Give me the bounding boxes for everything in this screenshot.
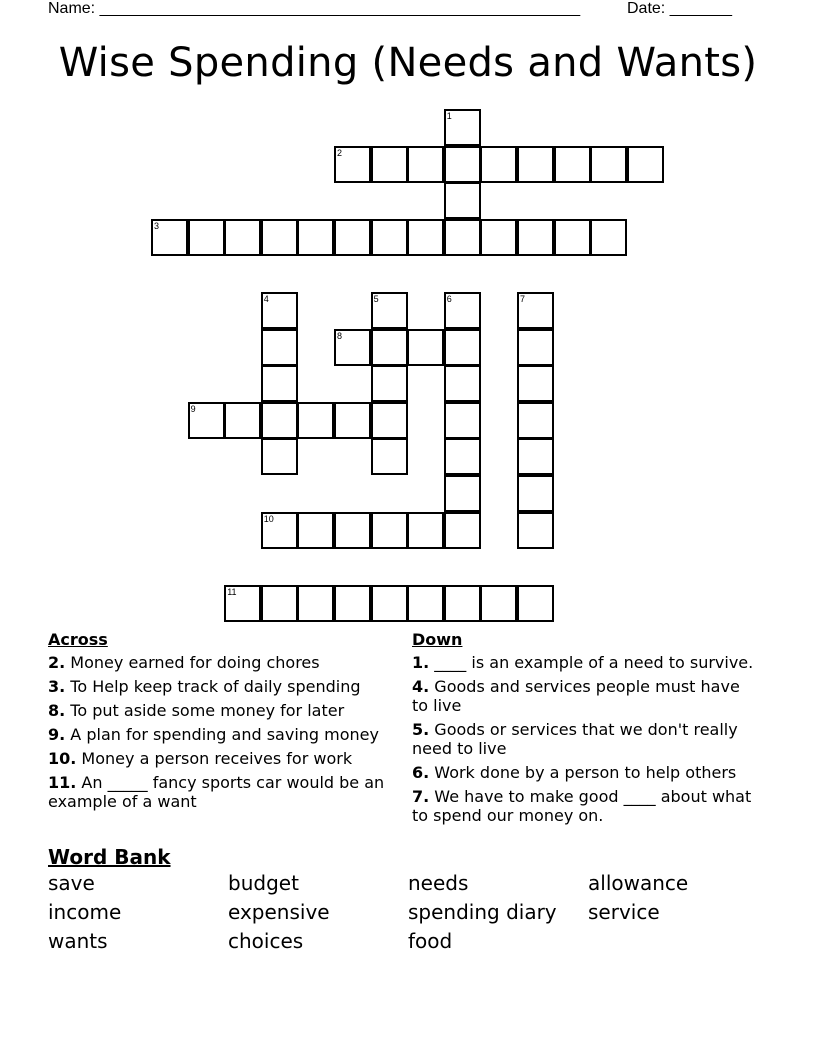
clue-number: 3 bbox=[154, 220, 160, 231]
crossword-cell[interactable] bbox=[371, 146, 408, 183]
crossword-cell[interactable] bbox=[554, 146, 591, 183]
clue-text: To put aside some money for later bbox=[65, 701, 345, 720]
crossword-cell[interactable] bbox=[517, 585, 554, 622]
crossword-cell[interactable] bbox=[444, 182, 481, 219]
crossword-cell[interactable] bbox=[590, 219, 627, 256]
clue-number: 11. bbox=[48, 773, 77, 792]
word-bank-item: wants bbox=[48, 929, 108, 953]
clue-number: 6 bbox=[446, 294, 452, 304]
crossword-cell[interactable] bbox=[407, 146, 444, 183]
crossword-cell[interactable] bbox=[517, 475, 554, 512]
crossword-cell[interactable] bbox=[371, 402, 408, 439]
crossword-cell[interactable] bbox=[371, 292, 408, 329]
clue-text: A plan for spending and saving money bbox=[65, 725, 379, 744]
down-clue bbox=[412, 787, 757, 825]
crossword-cell[interactable] bbox=[444, 365, 481, 402]
across-heading: Across bbox=[48, 630, 108, 649]
clue-number: 5. bbox=[412, 720, 430, 739]
crossword-cell[interactable] bbox=[407, 219, 444, 256]
crossword-cell[interactable] bbox=[444, 585, 481, 622]
crossword-cell[interactable] bbox=[627, 146, 664, 183]
across-clue bbox=[48, 677, 393, 696]
crossword-cell[interactable] bbox=[261, 438, 298, 475]
clue-text: Goods or services that we don't really need to live bbox=[412, 720, 738, 758]
crossword-cell[interactable] bbox=[334, 585, 371, 622]
clue-number: 8 bbox=[337, 330, 343, 341]
crossword-cell[interactable] bbox=[407, 329, 444, 366]
page-title: Wise Spending (Needs and Wants) bbox=[58, 40, 758, 86]
clue-number: 10 bbox=[263, 513, 274, 524]
crossword-cell[interactable] bbox=[188, 219, 225, 256]
word-bank-item: choices bbox=[228, 929, 304, 953]
crossword-cell[interactable] bbox=[444, 219, 481, 256]
crossword-cell[interactable] bbox=[517, 219, 554, 256]
crossword-cell[interactable] bbox=[261, 512, 298, 549]
crossword-cell[interactable] bbox=[261, 402, 298, 439]
crossword-cell[interactable] bbox=[371, 365, 408, 402]
clue-number: 1. bbox=[412, 653, 430, 672]
across-clue bbox=[48, 749, 393, 768]
clue-number: 9 bbox=[190, 403, 196, 414]
crossword-cell[interactable] bbox=[261, 365, 298, 402]
crossword-cell[interactable] bbox=[334, 219, 371, 256]
clue-text: An _____ fancy sports car would be an example of a want bbox=[48, 773, 385, 811]
clue-number: 2 bbox=[337, 147, 343, 158]
crossword-cell[interactable] bbox=[224, 585, 261, 622]
across-clue bbox=[48, 653, 393, 672]
clue-text: To Help keep track of daily spending bbox=[65, 677, 361, 696]
crossword-cell[interactable] bbox=[554, 219, 591, 256]
name-field-label: Name: ______________________________________________________ bbox=[48, 0, 581, 17]
crossword-cell[interactable] bbox=[334, 146, 371, 183]
crossword-cell[interactable] bbox=[517, 329, 554, 366]
down-clues bbox=[412, 630, 757, 830]
clue-number: 6. bbox=[412, 763, 430, 782]
clue-text: Money earned for doing chores bbox=[65, 653, 320, 672]
word-bank-item: budget bbox=[228, 871, 299, 895]
crossword-cell[interactable] bbox=[224, 402, 261, 439]
crossword-cell[interactable] bbox=[444, 438, 481, 475]
clue-number: 7 bbox=[520, 294, 526, 304]
crossword-cell[interactable] bbox=[444, 329, 481, 366]
clue-text: We have to make good ____ about what to spend our money on. bbox=[412, 787, 752, 825]
word-bank-item: service bbox=[588, 900, 660, 924]
down-clue bbox=[412, 763, 757, 782]
crossword-cell[interactable] bbox=[334, 329, 371, 366]
crossword-cell[interactable] bbox=[444, 292, 481, 329]
crossword-cell[interactable] bbox=[371, 438, 408, 475]
word-bank-item: expensive bbox=[228, 900, 330, 924]
crossword-cell[interactable] bbox=[224, 219, 261, 256]
crossword-cell[interactable] bbox=[261, 292, 298, 329]
down-clue bbox=[412, 677, 757, 715]
crossword-cell[interactable] bbox=[334, 512, 371, 549]
crossword-cell[interactable] bbox=[444, 402, 481, 439]
crossword-cell[interactable] bbox=[297, 219, 334, 256]
crossword-cell[interactable] bbox=[188, 402, 225, 439]
crossword-cell[interactable] bbox=[334, 402, 371, 439]
word-bank-item: needs bbox=[408, 871, 469, 895]
crossword-cell[interactable] bbox=[371, 585, 408, 622]
crossword-cell[interactable] bbox=[480, 585, 517, 622]
down-clue bbox=[412, 653, 757, 672]
crossword-cell[interactable] bbox=[371, 512, 408, 549]
clue-number: 4 bbox=[263, 294, 269, 304]
crossword-cell[interactable] bbox=[480, 219, 517, 256]
word-bank-heading: Word Bank bbox=[48, 845, 171, 869]
clue-text: ____ is an example of a need to survive. bbox=[429, 653, 754, 672]
crossword-cell[interactable] bbox=[517, 512, 554, 549]
crossword-cell[interactable] bbox=[444, 512, 481, 549]
clue-number: 1 bbox=[446, 111, 452, 121]
clue-number: 3. bbox=[48, 677, 66, 696]
word-bank-item: save bbox=[48, 871, 95, 895]
crossword-cell[interactable] bbox=[517, 402, 554, 439]
crossword-cell[interactable] bbox=[297, 512, 334, 549]
crossword-cell[interactable] bbox=[444, 109, 481, 146]
word-bank-item: allowance bbox=[588, 871, 689, 895]
clue-number: 10. bbox=[48, 749, 77, 768]
crossword-cell[interactable] bbox=[517, 438, 554, 475]
crossword-cell[interactable] bbox=[151, 219, 188, 256]
clue-number: 4. bbox=[412, 677, 430, 696]
crossword-cell[interactable] bbox=[407, 585, 444, 622]
crossword-cell[interactable] bbox=[444, 475, 481, 512]
crossword-cell[interactable] bbox=[371, 329, 408, 366]
clue-number: 5 bbox=[373, 294, 379, 304]
word-bank-item: food bbox=[408, 929, 453, 953]
crossword-cell[interactable] bbox=[371, 219, 408, 256]
date-field-label: Date: _______ bbox=[627, 0, 732, 17]
crossword-cell[interactable] bbox=[261, 585, 298, 622]
crossword-cell[interactable] bbox=[407, 512, 444, 549]
clue-text: Work done by a person to help others bbox=[429, 763, 737, 782]
crossword-cell[interactable] bbox=[517, 146, 554, 183]
across-clue bbox=[48, 773, 393, 811]
crossword-cell[interactable] bbox=[480, 146, 517, 183]
crossword-cell[interactable] bbox=[517, 365, 554, 402]
down-clue bbox=[412, 720, 757, 758]
crossword-cell[interactable] bbox=[590, 146, 627, 183]
crossword-cell[interactable] bbox=[297, 585, 334, 622]
clue-number: 11 bbox=[227, 586, 237, 597]
clue-number: 2. bbox=[48, 653, 66, 672]
word-bank-item: income bbox=[48, 900, 122, 924]
clue-number: 7. bbox=[412, 787, 430, 806]
clue-number: 8. bbox=[48, 701, 66, 720]
word-bank-item: spending diary bbox=[408, 900, 557, 924]
crossword-cell[interactable] bbox=[297, 402, 334, 439]
across-clue bbox=[48, 701, 393, 720]
down-heading: Down bbox=[412, 630, 463, 649]
word-bank bbox=[48, 845, 768, 953]
crossword-cell[interactable] bbox=[261, 219, 298, 256]
across-clues bbox=[48, 630, 393, 816]
crossword-cell[interactable] bbox=[444, 146, 481, 183]
crossword-cell[interactable] bbox=[517, 292, 554, 329]
clue-text: Money a person receives for work bbox=[76, 749, 353, 768]
clue-number: 9. bbox=[48, 725, 66, 744]
clue-text: Goods and services people must have to live bbox=[412, 677, 740, 715]
crossword-cell[interactable] bbox=[261, 329, 298, 366]
across-clue bbox=[48, 725, 393, 744]
